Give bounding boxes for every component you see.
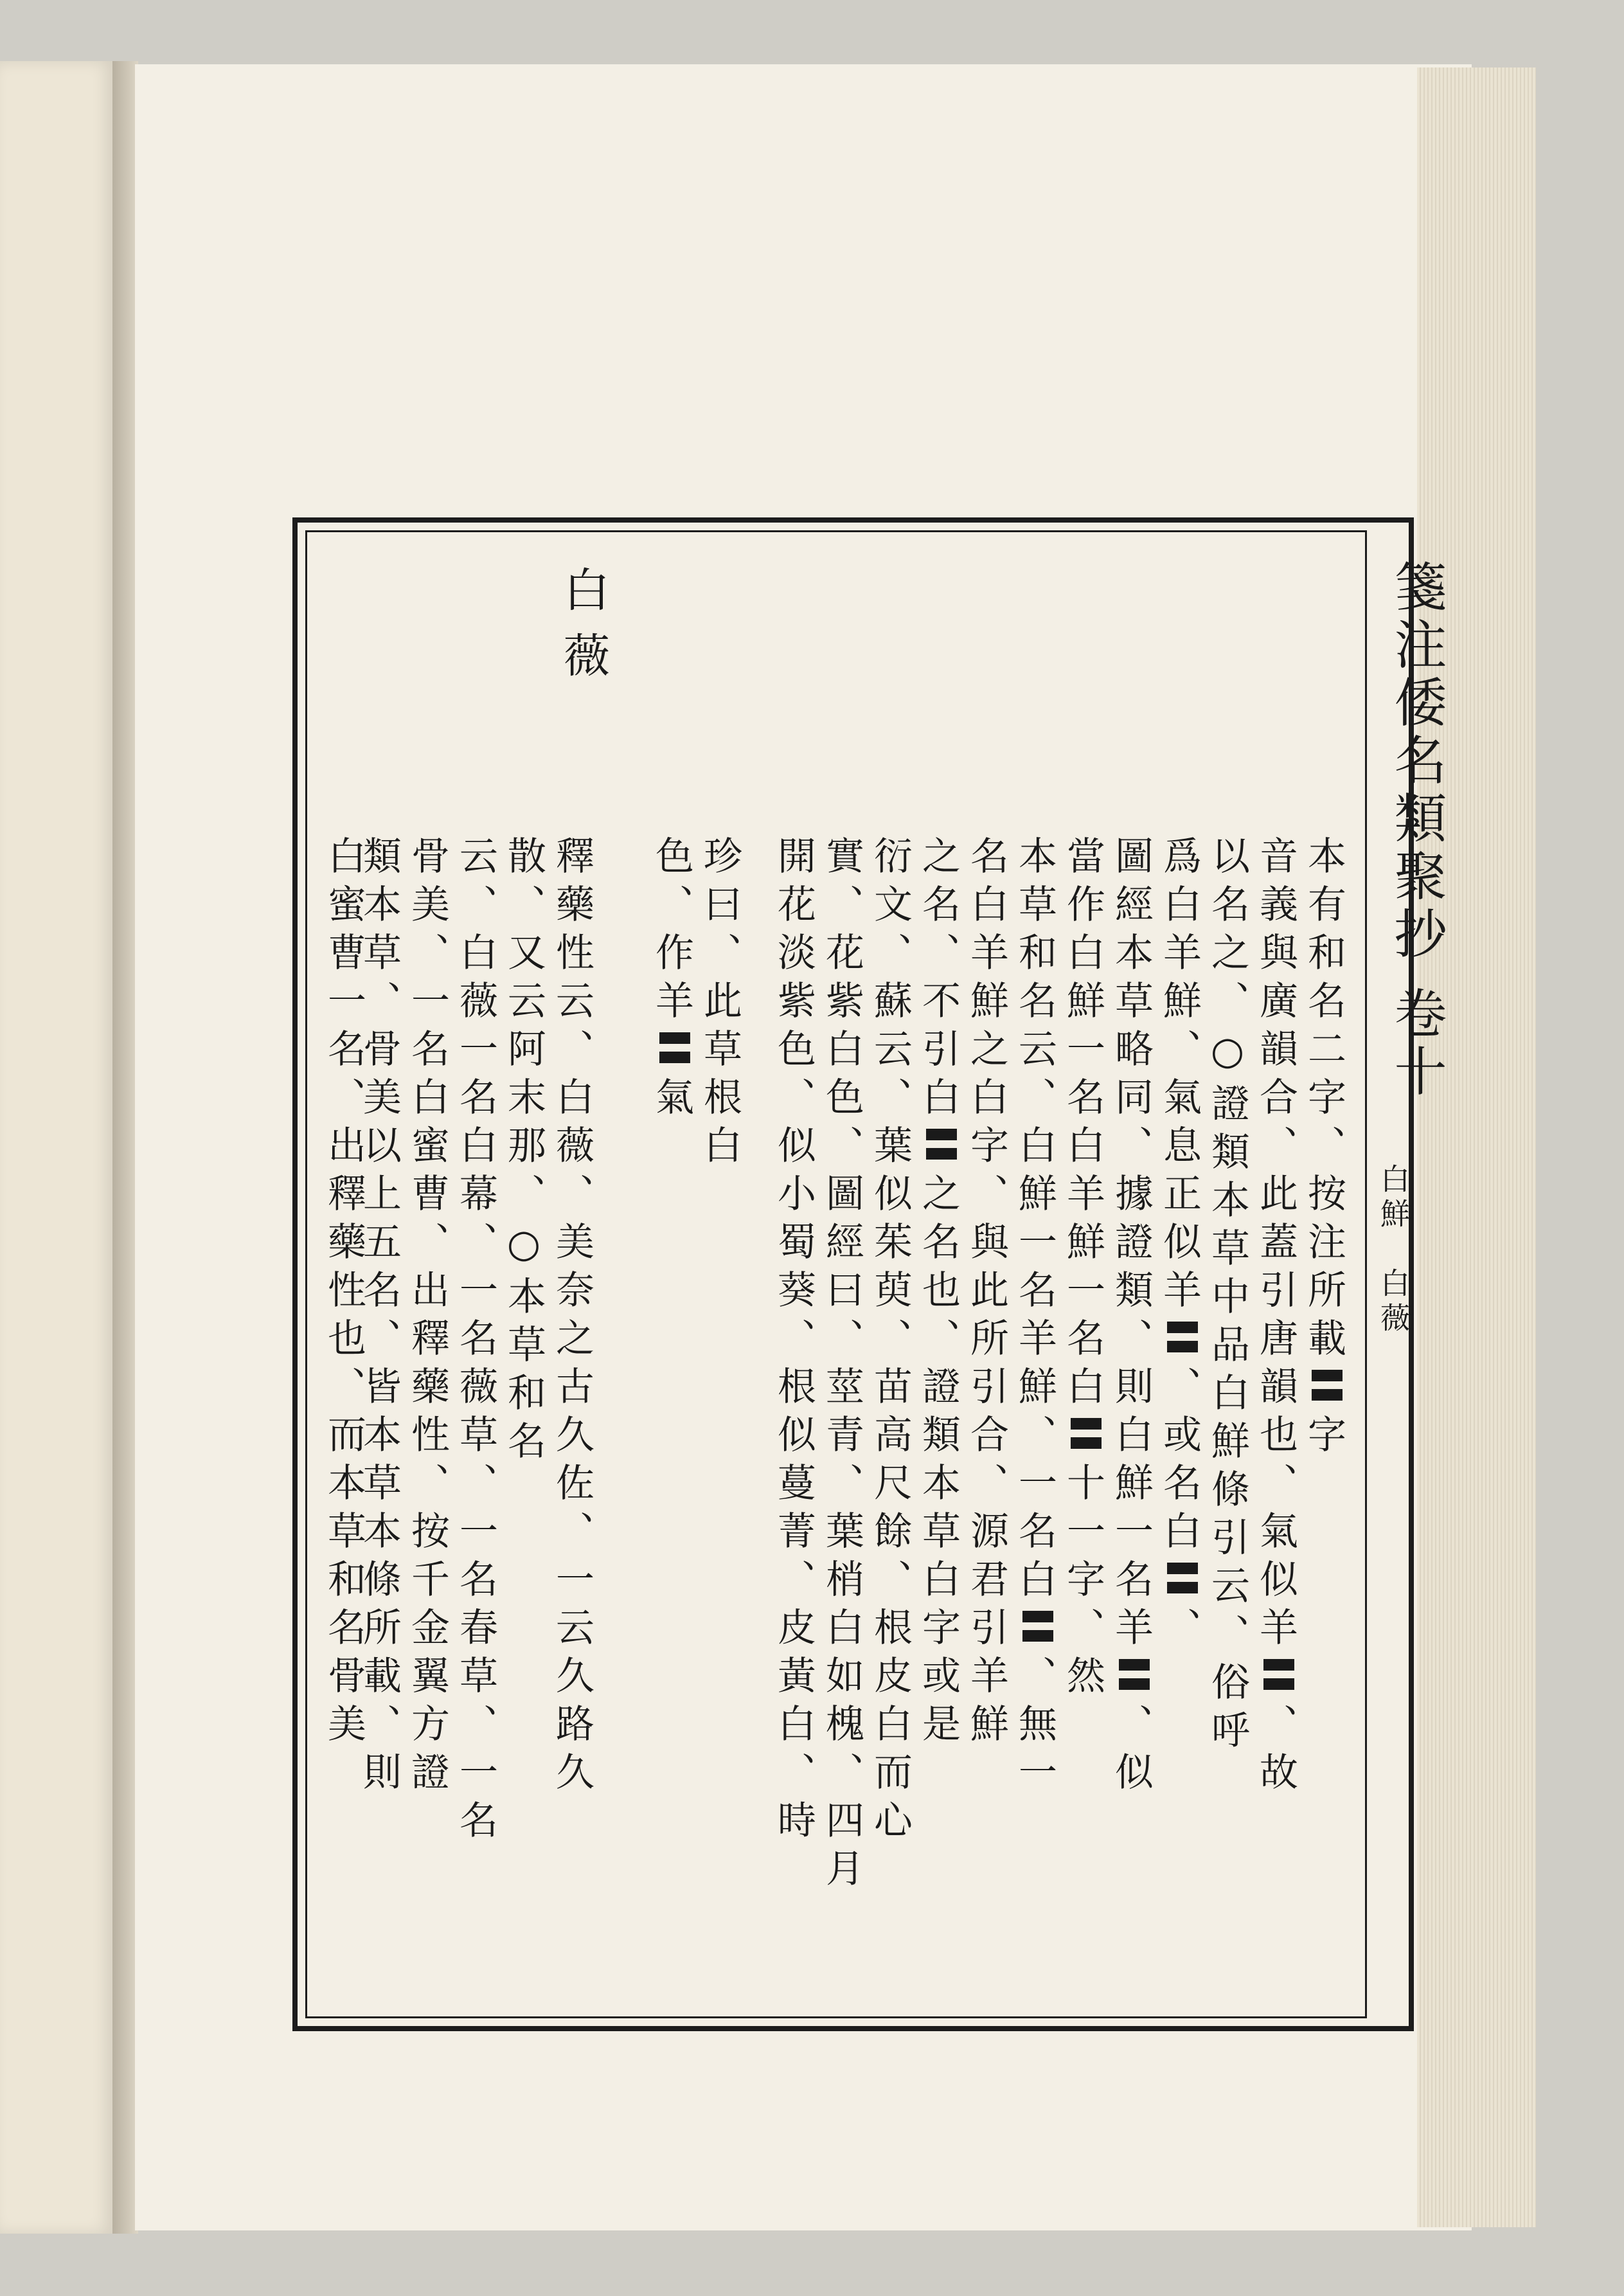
text-column: 珍曰、此草根白 <box>697 836 742 1173</box>
text-column: 當作白鮮一名白羊鮮一名白〓十一字、然 <box>1060 836 1105 1703</box>
text-column: 音義與廣韻合、此蓋引唐韻也、氣似羊〓、故 <box>1253 836 1298 1800</box>
text-column: 釋藥性云、白薇、美奈之古久佐、一云久路久 <box>549 836 594 1800</box>
text-column: 散、又云阿末那、○本草和名 <box>501 836 546 1469</box>
book-title: 箋注倭名類聚抄 卷十 <box>1386 559 1447 1102</box>
text-column: 類本草、骨美以上五名、皆本草本條所載、則 <box>357 836 402 1800</box>
text-column: 爲白羊鮮、氣息正似羊〓、或名白〓、 <box>1157 836 1202 1655</box>
text-column: 名白羊鮮之白字、與此所引合、源君引羊鮮 <box>964 836 1009 1752</box>
text-column: 之名、不引白〓之名也、證類本草白字或是 <box>916 836 961 1752</box>
text-column: 骨美、一名白蜜曹、出釋藥性、按千金翼方證 <box>405 836 450 1800</box>
left-page <box>0 61 112 2234</box>
book-gutter <box>112 61 138 2234</box>
text-column: 色、作羊〓氣 <box>649 836 694 1125</box>
text-column: 本草和名云、白鮮一名羊鮮、一名白〓、無一 <box>1012 836 1057 1800</box>
text-column: 以名之、○證類本草中品白鮮條引云、俗呼 <box>1205 836 1250 1758</box>
text-column: 衍文、蘇云、葉似茱萸、苗高尺餘、根皮白而心 <box>868 836 913 1848</box>
text-column: 云、白薇一名白幕、一名薇草、一名春草、一名 <box>453 836 498 1848</box>
entry-heading: 白薇 <box>556 566 610 697</box>
text-column: 實、花紫白色、圖經曰、莖青、葉梢白如槐、四月 <box>819 836 864 1896</box>
text-column: 開花淡紫色、似小蜀葵、根似蔓菁、皮黃白、時 <box>771 836 816 1848</box>
text-column: 白蜜曹一名、出釋藥性也、而本草和名骨美 <box>321 836 366 1752</box>
page-edges <box>1417 67 1536 2227</box>
text-column: 本有和名二字、按注所載〓字 <box>1301 836 1346 1462</box>
page-subtitle: 白鮮 白薇 <box>1376 1163 1411 1337</box>
text-column: 圖經本草略同、據證類、則白鮮一名羊〓、似 <box>1109 836 1154 1800</box>
